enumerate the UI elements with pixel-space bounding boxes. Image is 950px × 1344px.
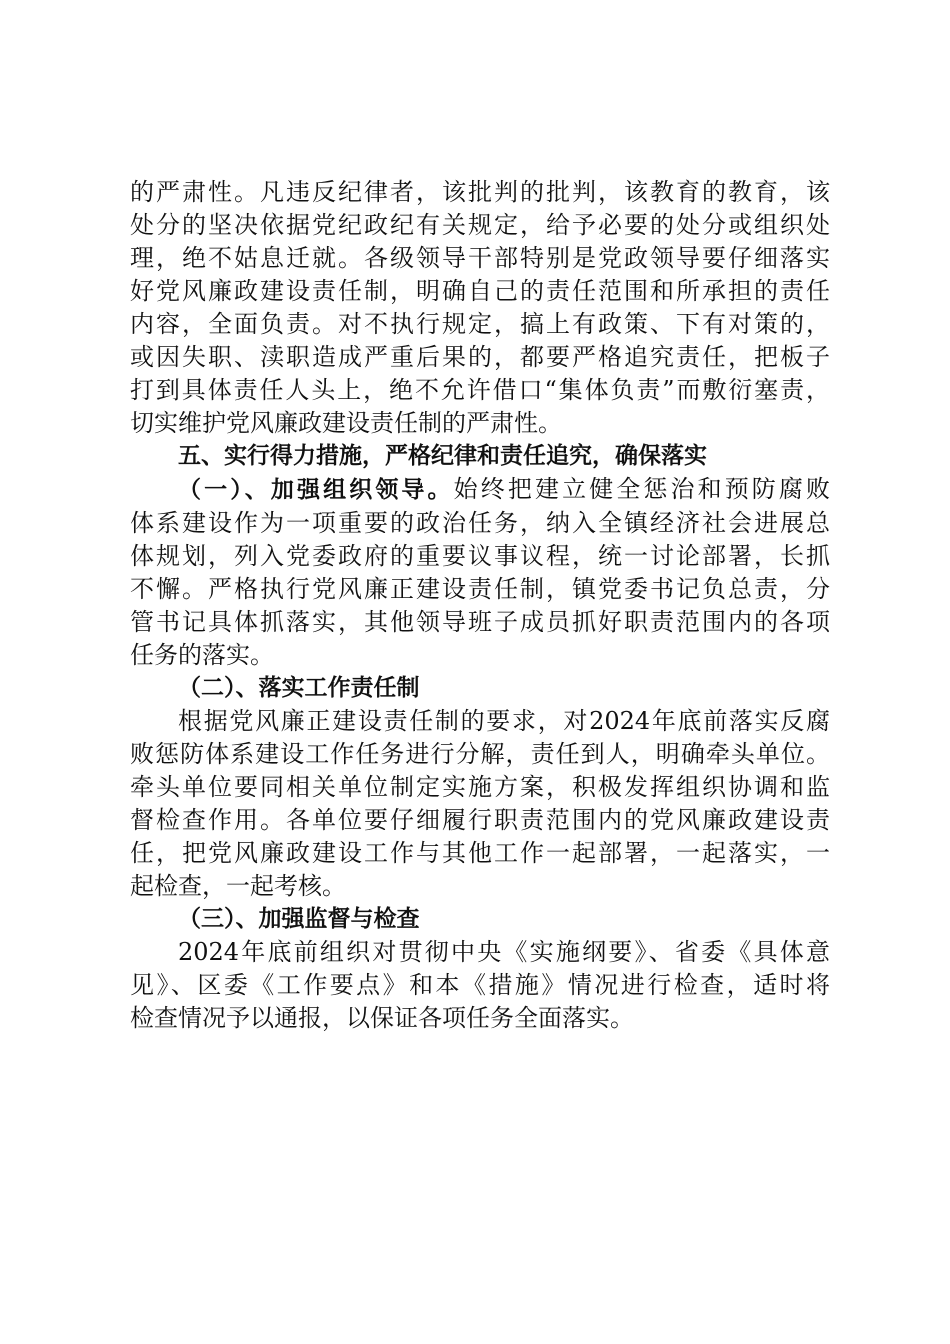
text-line: 处分的坚决依据党纪政纪有关规定，给予必要的处分或组织处 [130,211,830,239]
section-heading-5: 五、实行得力措施，严格纪律和责任追究，确保落实 [178,443,707,469]
text-line: 体系建设作为一项重要的政治任务，纳入全镇经济社会进展总 [130,509,830,537]
text-line: 任，把党风廉政建设工作与其他工作一起部署，一起落实，一 [130,839,830,867]
text-line: 牵头单位要同相关单位制定实施方案，积极发挥组织协调和监 [130,773,830,801]
document-body [130,176,830,1035]
text-line: 2024年底前组织对贯彻中央《实施纲要》、省委《具体意 [178,938,830,966]
text-run: 始终把建立健全惩治和预防腐败 [453,475,830,503]
paragraph-responsibility [130,176,830,440]
text-line: 检查情况予以通报，以保证各项任务全面落实。 [130,1004,634,1032]
text-line: 好党风廉政建设责任制，明确自己的责任范围和所承担的责任 [130,277,830,305]
text-line: 根据党风廉正建设责任制的要求，对2024年底前落实反腐 [178,707,830,735]
text-line: 打到具体责任人头上，绝不允许借口“集体负责”而敷衍塞责， [130,376,830,404]
text-line: 任务的落实。 [130,641,274,669]
text-line: 理，绝不姑息迁就。各级领导干部特别是党政领导要仔细落实 [130,244,830,272]
text-line: 的严肃性。凡违反纪律者，该批判的批判，该教育的教育，该 [130,178,830,206]
subsection-heading-3: （三）、加强监督与检查 [178,906,420,932]
paragraph-work-responsibility [130,705,830,903]
paragraph-supervision [130,936,830,1035]
text-line: 见》、区委《工作要点》和本《措施》情况进行检查，适时将 [130,971,830,999]
text-line: 督检查作用。各单位要仔细履行职责范围内的党风廉政建设责 [130,806,830,834]
text-line: 管书记具体抓落实，其他领导班子成员抓好职责范围内的各项 [130,608,830,636]
text-line: 或因失职、渎职造成严重后果的，都要严格追究责任，把板子 [130,343,830,371]
subsection-heading-2: （二）、落实工作责任制 [178,675,420,701]
text-line: 不懈。严格执行党风廉正建设责任制，镇党委书记负总责，分 [130,575,830,603]
text-line: 内容，全面负责。对不执行规定，搞上有政策、下有对策的， [130,310,830,338]
paragraph-organization [130,473,830,672]
text-line: 切实维护党风廉政建设责任制的严肃性。 [130,409,562,437]
text-line [130,473,830,507]
text-line: 体规划，列入党委政府的重要议事议程，统一讨论部署，长抓 [130,542,830,570]
text-line: 败惩防体系建设工作任务进行分解，责任到人，明确牵头单位。 [130,740,830,768]
text-line: 起检查，一起考核。 [130,872,346,900]
subsection-heading-1: （一）、加强组织领导。 [178,477,454,503]
